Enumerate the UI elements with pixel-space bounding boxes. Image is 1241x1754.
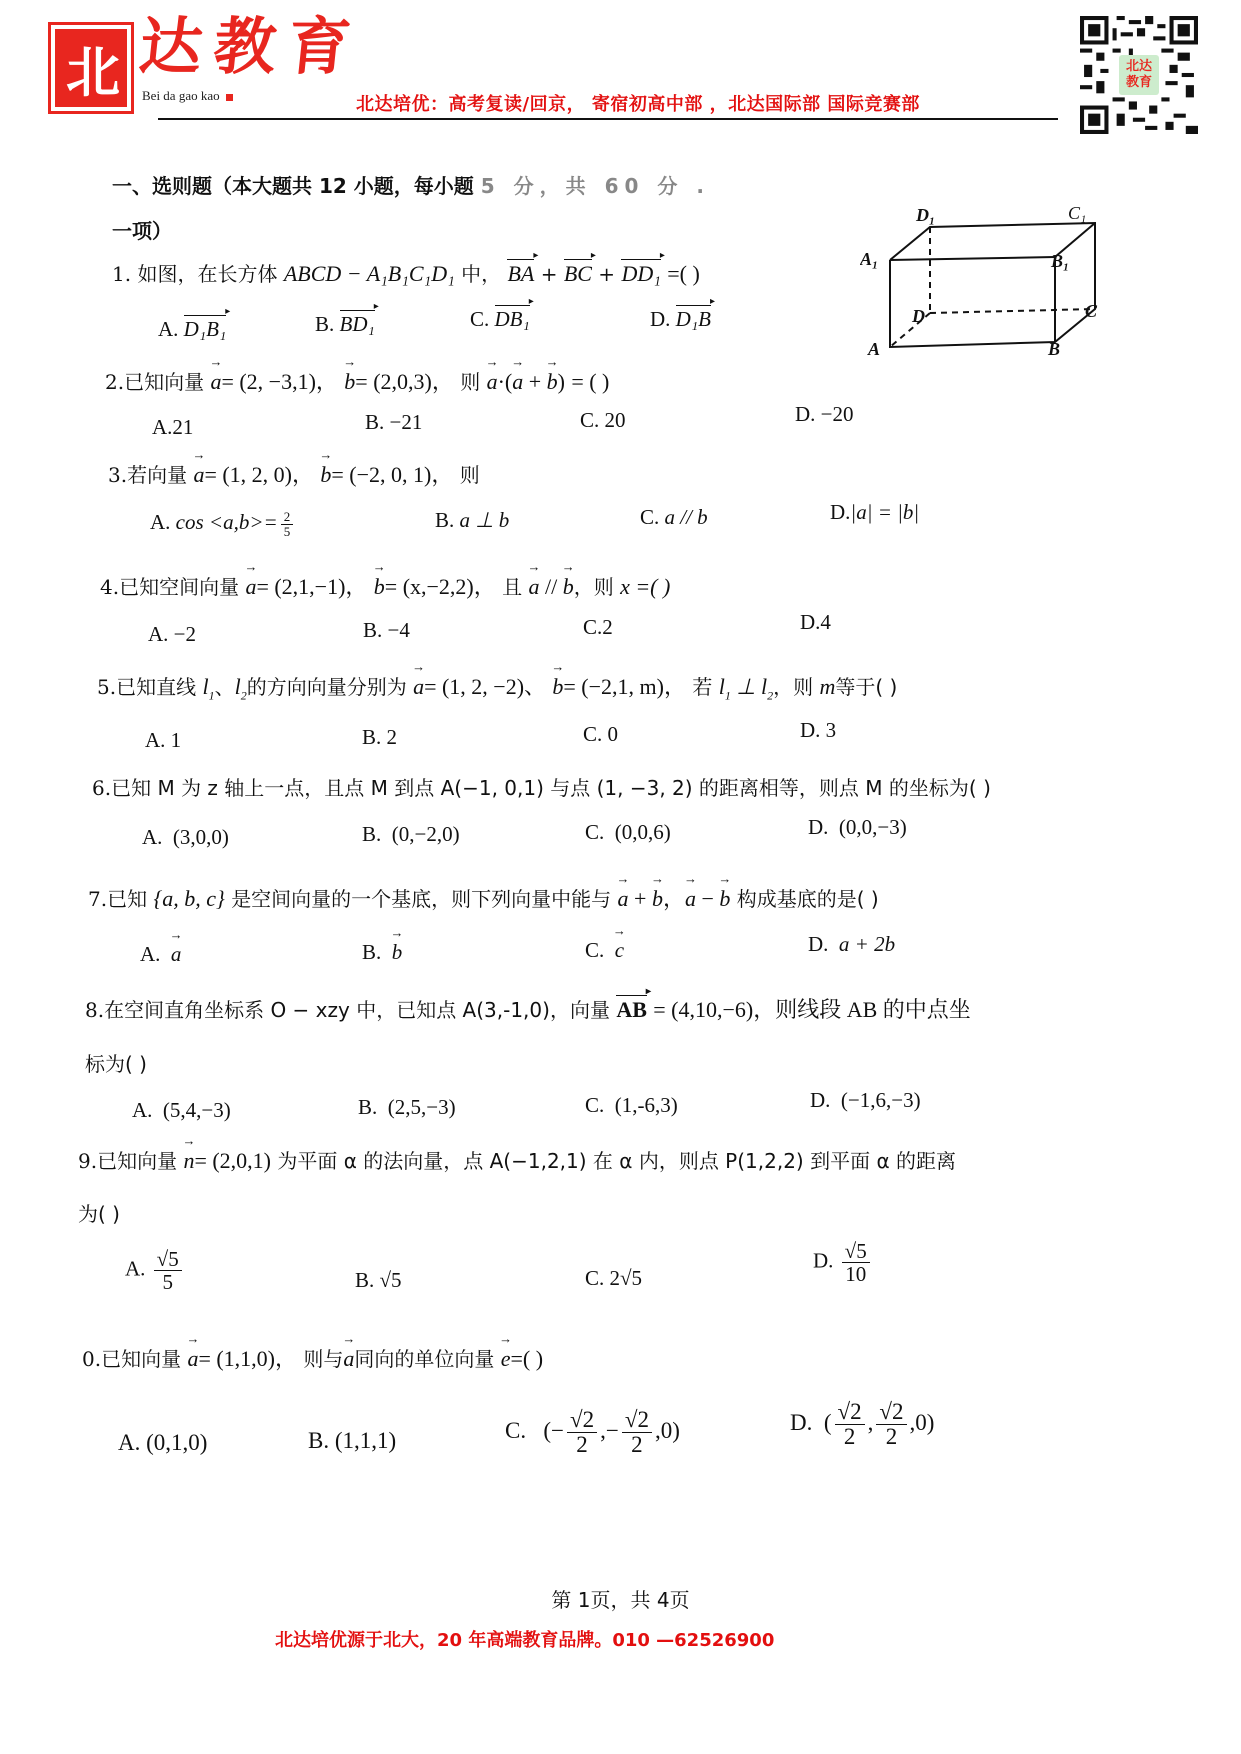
cuboid-figure (860, 205, 1100, 355)
option-a: A. D₁B₁ ▸ (158, 315, 226, 342)
option-b: B. (2,5,−3) (358, 1095, 456, 1119)
option-c: C. (− $\frac{√2}{2}$ ,− $\frac{√2}{2}$ ,0) (505, 1407, 680, 1458)
vector-term: BC ▸ (564, 259, 592, 287)
option-b: B. (1,1,1) (308, 1428, 397, 1453)
logo-mark (48, 22, 134, 114)
vertex-label: D₁ (916, 205, 936, 225)
option-c: C. 20 (580, 408, 626, 432)
question-7: 7.已知 {a, b, c} 是空间向量的一个基底，则下列向量中能与 → a + → b，→ a − → b 构成基底的是( ) (88, 882, 879, 913)
vertex-label: A (868, 339, 881, 355)
vector-term: DD₁ ▸ (621, 259, 660, 287)
vertex-label: D (912, 306, 925, 326)
question-8: 8.在空间直角坐标系 O − xzy 中，已知点 A(3,-1,0)，向量 AB ▸ = (4,10,−6)，则线段 AB 的中点坐 (85, 993, 971, 1024)
option-b: B. → b (362, 940, 402, 965)
option-b: B. √5 (355, 1268, 402, 1292)
option-b: B. BD₁ ▸ (315, 310, 375, 337)
option-c: C. (0,0,6) (585, 820, 671, 844)
option-c: C. → c (585, 938, 624, 963)
option-a: A. (3,0,0) (142, 825, 229, 849)
question-1: 1. 如图，在长方体 ABCD − A₁B₁C₁D₁ 中， BA ▸ + BC ▸ + DD₁ ▸ =( ) (112, 258, 700, 287)
option-c: C. DB₁ ▸ (470, 305, 530, 332)
question-6: 6.已知 M 为 z 轴上一点，且点 M 到点 A(−1, 0,1) 与点 (1, −3, 2) 的距离相等，则点 M 的坐标为( ) (92, 776, 991, 800)
option-c: C. 2√5 (585, 1266, 643, 1290)
question-9: 9.已知向量 → n= (2,0,1) 为平面 α 的法向量，点 A(−1,2,1) 在 α 内，则点 P(1,2,2) 到平面 α 的距离 (78, 1145, 956, 1174)
option-d: D. $\frac{√5}{10}$ (813, 1240, 873, 1285)
option-d: D.4 (800, 610, 831, 634)
option-d: D. ( $\frac{√2}{2}$ , $\frac{√2}{2}$ ,0) (790, 1399, 935, 1450)
option-a: A.21 (152, 415, 194, 439)
option-d: D. 3 (800, 718, 837, 742)
option-d: D. D₁B ▸ (650, 305, 711, 332)
option-a: A. → a (140, 942, 181, 967)
logo-subtitle-text: Bei da gao kao (142, 88, 220, 103)
logo-square-icon (226, 94, 233, 101)
question-5: 5.已知直线 $l_1$、$l_2$的方向向量分别为 → a= (1, 2, −2)、 → b= (−2,1, m)， 若 $l_1$ ⊥ $l_2$，则 m等于( ) (97, 670, 897, 703)
section-heading-faded: 5 分，共 60 分 . (480, 174, 710, 198)
answer-blank: =( ) (667, 261, 700, 286)
vertex-label: A₁ (860, 249, 879, 269)
option-a: A. 1 (145, 728, 182, 752)
question-math: ABCD − A₁B₁C₁D₁ (283, 261, 455, 286)
section-heading-line2: 一项） (112, 219, 172, 243)
option-c: C. (1,-6,3) (585, 1093, 678, 1117)
vertex-label: B₁ (1051, 251, 1070, 271)
question-8-line2: 标为( ) (85, 1052, 147, 1076)
option-d: D. (0,0,−3) (808, 815, 907, 839)
option-b: B. −4 (363, 618, 410, 642)
logo-text: 达教育 (136, 10, 366, 83)
option-b: B. a ⊥ b (435, 508, 510, 532)
section-heading (112, 170, 710, 199)
logo-subtitle (142, 88, 233, 104)
option-d: D.|a| = |b| (830, 500, 920, 524)
option-c: C. a // b (640, 505, 708, 529)
option-d: D. −20 (795, 402, 854, 426)
logo-char: 北 (55, 29, 127, 107)
option-b: B. (0,−2,0) (362, 822, 460, 846)
page-number: 第 1页，共 4页 (551, 1588, 690, 1612)
question-text: 中， (461, 262, 502, 286)
header-slogan: 北达培优：高考复读/回京， 寄宿初高中部 ，北达国际部 国际竞赛部 (356, 94, 920, 115)
option-b: B. −21 (365, 410, 423, 434)
question-number: 1. (112, 262, 132, 286)
question-9-line2: 为( ) (78, 1202, 120, 1226)
section-heading-text: 一、选则题（本大题共 12 小题，每小题 (112, 174, 474, 198)
question-4: 4.已知空间向量 → a= (2,1,−1)， → b= (x,−2,2)， 且 → a // → b，则 x =( ) (100, 570, 670, 601)
vertex-label: B (1048, 339, 1061, 355)
question-3: 3.若向量 → a= (1, 2, 0)， → b= (−2, 0, 1)， 则 (108, 458, 480, 489)
vector-term: BA ▸ (507, 259, 534, 287)
option-b: B. 2 (362, 725, 398, 749)
option-d: D. a + 2b (808, 932, 896, 956)
header-divider (158, 118, 1058, 120)
option-a: A. cos <a,b>= $\frac{2}{5}$ (150, 510, 296, 538)
question-text: 如图，在长方体 (137, 262, 278, 286)
question-10: 0.已知向量 → a= (1,1,0)， 则与→ a同向的单位向量 → e=( ) (82, 1342, 543, 1373)
qr-center-label: 北达教育 (1119, 55, 1159, 95)
option-a: A. −2 (148, 622, 197, 646)
option-a: A. (0,1,0) (118, 1430, 208, 1455)
footer-brand-line: 北达培优源于北大，20 年高端教育品牌。010 —62526900 (275, 1630, 775, 1651)
option-a: A. (5,4,−3) (132, 1098, 231, 1122)
option-c: C. 0 (583, 722, 619, 746)
option-a: A. $\frac{√5}{5}$ (125, 1248, 185, 1293)
question-2: 2.已知向量 → a= (2, −3,1)， → b= (2,0,3)， 则 → a·(→ a + → b) = ( ) (105, 365, 609, 396)
vertex-label: C₁ (1068, 205, 1087, 223)
option-c: C.2 (583, 615, 613, 639)
vertex-label: C (1085, 301, 1098, 321)
option-d: D. (−1,6,−3) (810, 1088, 921, 1112)
